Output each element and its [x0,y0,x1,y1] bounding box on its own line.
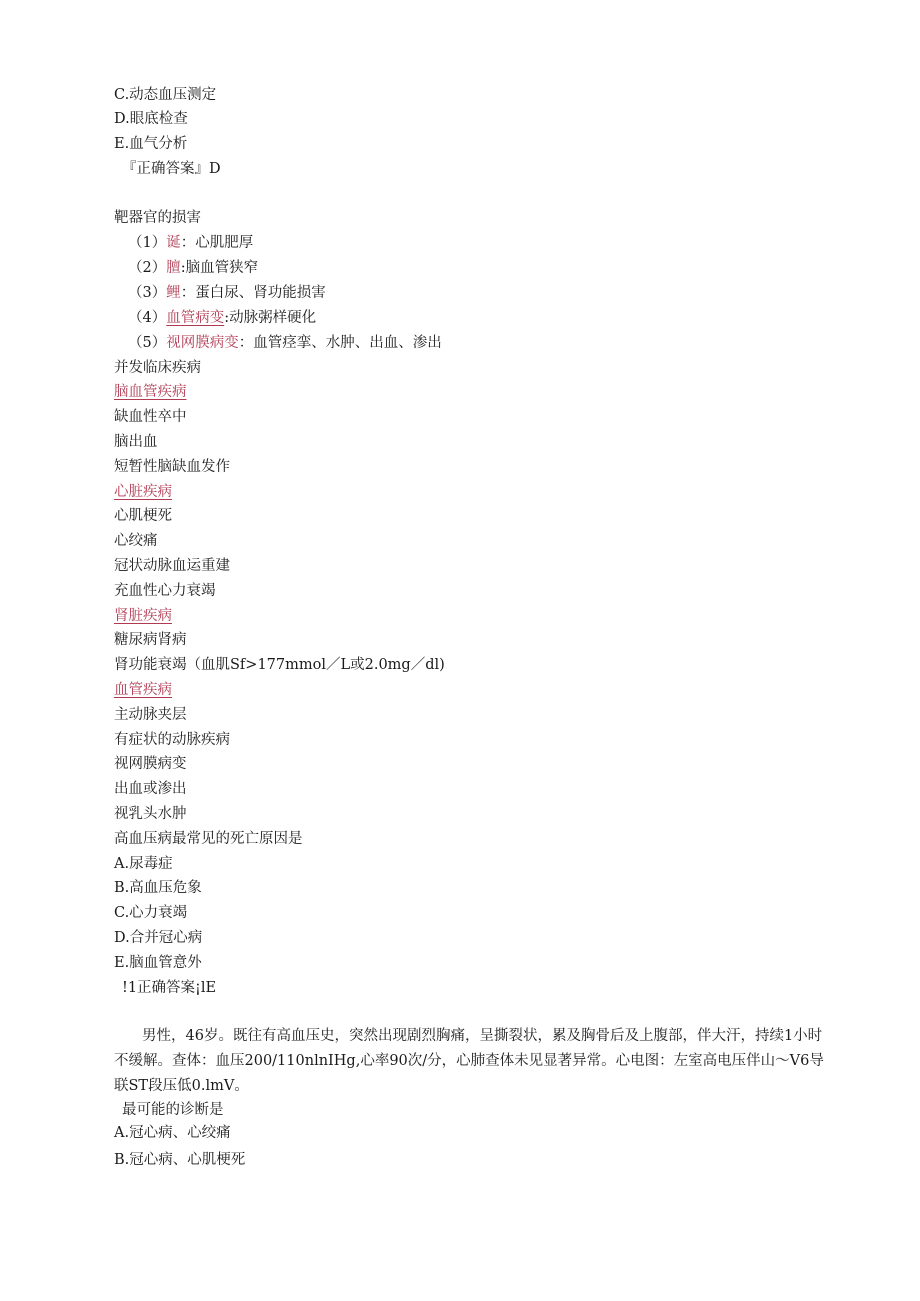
section-title: 靶器官的损害 [114,210,201,226]
item-number: （1） [128,235,167,251]
option-a: A.尿毒症 [114,856,173,872]
list-item: 主动脉夹层 [114,707,187,723]
category-heading-cerebrovascular: 脑血管疾病 [114,384,187,400]
answer-line: 『正确答案』D [122,161,221,177]
list-item: 短暂性脑缺血发作 [114,459,230,475]
list-item: 视乳头水肿 [114,806,187,822]
category-heading-vascular: 血管疾病 [114,682,172,698]
option-e: E.血气分析 [114,136,188,152]
question-stem: 高血压病最常见的死亡原因是 [114,831,303,847]
list-item: （3）鲤：蛋白尿、肾功能损害 [128,285,326,301]
list-item: 视网膜病变 [114,756,187,772]
item-description: 心肌肥厚 [195,235,254,251]
item-keyword: 鲤 [166,285,181,301]
list-item: （2）膻:脑血管狭窄 [128,260,259,276]
list-item: 脑出血 [114,434,158,450]
option-d: D.合并冠心病 [114,930,203,946]
option-b: B.冠心病、心肌梗死 [114,1152,246,1168]
item-number: （2） [128,260,167,276]
case-paragraph [114,1024,826,1099]
list-item: （1）诞：心肌肥厚 [128,235,254,251]
list-item: 心绞痛 [114,533,158,549]
item-number: （5） [128,335,167,351]
list-item: 出血或渗出 [114,781,187,797]
answer-line: !1正确答案¡lE [122,980,217,996]
item-description: 血管痉挛、水肿、出血、渗出 [253,335,442,351]
item-keyword: 视网膜病变 [166,335,239,351]
item-keyword: 诞 [166,235,181,251]
option-c: C.动态血压测定 [114,87,217,103]
item-description: 动脉粥样硬化 [229,310,317,326]
category-heading-renal: 肾脏疾病 [114,608,172,624]
list-item: 缺血性卒中 [114,409,187,425]
item-description: 脑血管狭窄 [185,260,259,276]
option-b: B.高血压危象 [114,880,202,896]
list-item: 心肌梗死 [114,508,172,524]
list-item: （5）视网膜病变：血管痉挛、水肿、出血、渗出 [128,335,442,351]
option-c: C.心力衰竭 [114,905,188,921]
case-text: 男性，46岁。既往有高血压史，突然出现剧烈胸痛，呈撕裂状，累及胸骨后及上腹部，伴大汗，持续1小时不缓解。查体：血压200/110nlnIHg,心率90次/分，心肺查体未见显著异常。心电图：左室高电压伴山～V6导联ST段压低0.lmV。 [114,1028,824,1094]
question-stem: 最可能的诊断是 [122,1102,224,1118]
item-number: （4） [128,310,167,326]
list-item: 糖尿病肾病 [114,632,187,648]
option-a: A.冠心病、心绞痛 [114,1125,231,1141]
item-keyword: 膻 [166,260,181,276]
list-item: 充血性心力衰竭 [114,583,216,599]
option-e: E.脑血管意外 [114,955,202,971]
item-number: （3） [128,285,167,301]
option-d: D.眼底检查 [114,111,188,127]
list-item: 冠状动脉血运重建 [114,558,230,574]
section-title: 并发临床疾病 [114,360,201,376]
list-item: （4）血管病变:动脉粥样硬化 [128,310,317,326]
item-description: 蛋白尿、肾功能损害 [195,285,326,301]
item-keyword: 血管病变 [166,310,225,326]
list-item: 有症状的动脉疾病 [114,732,230,748]
list-item: 肾功能衰竭（血肌Sf>177mmol／L或2.0mg／dl) [114,657,445,673]
category-heading-cardiac: 心脏疾病 [114,484,172,500]
